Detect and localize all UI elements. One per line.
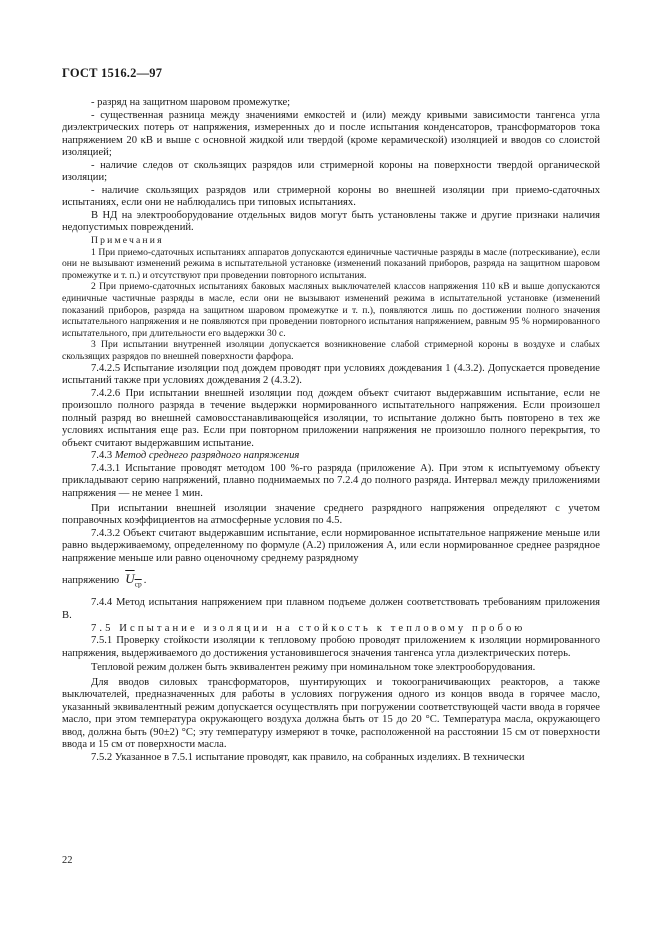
page-number: 22 [62,855,73,866]
section-heading-title: Метод среднего разрядного напряжения [114,450,300,462]
paragraph: 7.4.4 Метод испытания напряжением при плавном подъеме должен соответствовать требованиям приложения В. [62,597,600,621]
paragraph: - наличие следов от скользящих разрядов или стримерной короны на поверхности твердой органической изоляции; [62,159,600,184]
note-3: 3 При испытании внутренней изоляции допускается возникновение слабой стримерной короны в воздухе и слабых скользящих разрядов по внешней поверхности фарфора. [62,339,600,362]
paragraph: 7.5.1 Проверку стойкости изоляции к тепловому пробою проводят приложением к изоляции нормированного напряжения, выдерживаемого до достижения установившегося значения тангенса угла диэлектрических потерь. [62,635,600,659]
paragraph: Для вводов силовых трансформаторов, шунтирующих и токоограничивающих реакторов, а также выключателей, предназначенных для работы в условиях погружения одного из концов ввода в горячее масло, указанный эквивалентный режим допускается осуществлять при погружении соответствующей части ввода в горячее масло, при этом температура окружающего воздуха должна быть от 15 до 20 °С. Температура масла, окружающего ввод, должна быть (90±2) °С; эту температуру измеряют в точке, расположенной на расстоянии 15 см от поверхности ввода и 15 см от поверхности масла. [62,676,600,751]
paragraph: - существенная разница между значениями емкостей и (или) между кривыми зависимости тангенса угла диэлектрических потерь от напряжения, измеренных до и после испытания конденсаторов, трансформаторов тока напряжением 20 кВ и выше с основной жидкой или твердой (кроме керамической) изоляцией и вводов со слоистой изоляцией; [62,109,600,159]
formula-line: напряжению $U_{ср}$ . [62,573,600,591]
paragraph: В НД на электрооборудование отдельных видов могут быть установлены также и другие признаки наличия недопустимых повреждений. [62,209,600,234]
u-average-symbol: $U_{ср}$ [125,571,142,589]
paragraph: При испытании внешней изоляции значение среднего разрядного напряжения определяют с учетом поправочных коэффициентов на атмосферные условия по 4.5. [62,502,600,527]
note-2: 2 При приемо-сдаточных испытаниях баковых масляных выключателей классов напряжения 110 кВ и выше допускаются единичные частичные разряды в масле, если они не вызывают изменений режима в испытательной установке (изменений показаний приборов, разряда на защитном шаровом промежутке и т. п.), появляются лишь по достижении полного значения испытательного напряжения и не появляются при проведении повторного испытания напряжением, равным 95 % нормированного испытательного, при длительности его выдержки 30 с. [62,281,600,339]
paragraph: 7.4.3.1 Испытание проводят методом 100 %-го разряда (приложение А). При этом к испытуемому объекту прикладывают серию напряжений, плавно поднимаемых по 7.2.4 до полного разряда. Интервал между приложениями напряжения — не менее 1 мин. [62,462,600,500]
paragraph: Тепловой режим должен быть эквивалентен режиму при номинальном токе электрооборудования. [91,662,536,674]
section-heading-title: Испытание изоляции на стойкость к тепловому пробою [119,622,526,634]
notes-heading: Примечания [91,235,164,247]
page-body [62,97,600,765]
paragraph: - разряд на защитном шаровом промежутке; [91,97,291,108]
paragraph: 7.4.3.2 Объект считают выдержавшим испытание, если нормированное испытательное напряжение меньше или равно выдерживаемому, определенному по формуле (А.2) приложения А, или если нормированное среднее разрядное напряжение меньше или равно оценочному среднему разрядному [62,527,600,564]
section-heading: 7.5 Испытание изоляции на стойкость к тепловому пробою [91,622,526,634]
section-heading: 7.4.3 Метод среднего разрядного напряжения [91,450,300,462]
paragraph: 7.4.2.5 Испытание изоляции под дождем проводят при условиях дождевания 1 (4.3.2). Допускается проведение испытаний также при условиях дождевания 2 (4.3.2). [62,362,600,387]
note-1: 1 При приемо-сдаточных испытаниях аппаратов допускаются единичные частичные разряды в масле (потрескивание), если они не вызывают изменений режима в испытательной установке (изменений показаний приборов, разряда на защитном шаровом промежутке и т. п.) и отсутствуют при проведении повторного испытания. [62,246,600,281]
page-header-title: ГОСТ 1516.2—97 [62,66,163,80]
paragraph: 7.4.2.6 При испытании внешней изоляции под дождем объект считают выдержавшим испытание, если не произошло полного разряда в течение выдержки нормированного испытательного напряжения. Если произошел полный разряд во внешней самовосстанавливающейся изоляции, то испытание должно быть повторено в тех же условиях испытания еще раз. Если при повторном приложении напряжения не произошло полного перекрытия, то объект считают выдержавшим испытание. [62,387,600,449]
paragraph: 7.5.2 Указанное в 7.5.1 испытание проводят, как правило, на собранных изделиях. В технически [91,752,525,763]
paragraph: - наличие скользящих разрядов или стримерной короны во внешней изоляции при приемо-сдаточных испытаниях, если они не наблюдались при типовых испытаниях. [62,184,600,209]
